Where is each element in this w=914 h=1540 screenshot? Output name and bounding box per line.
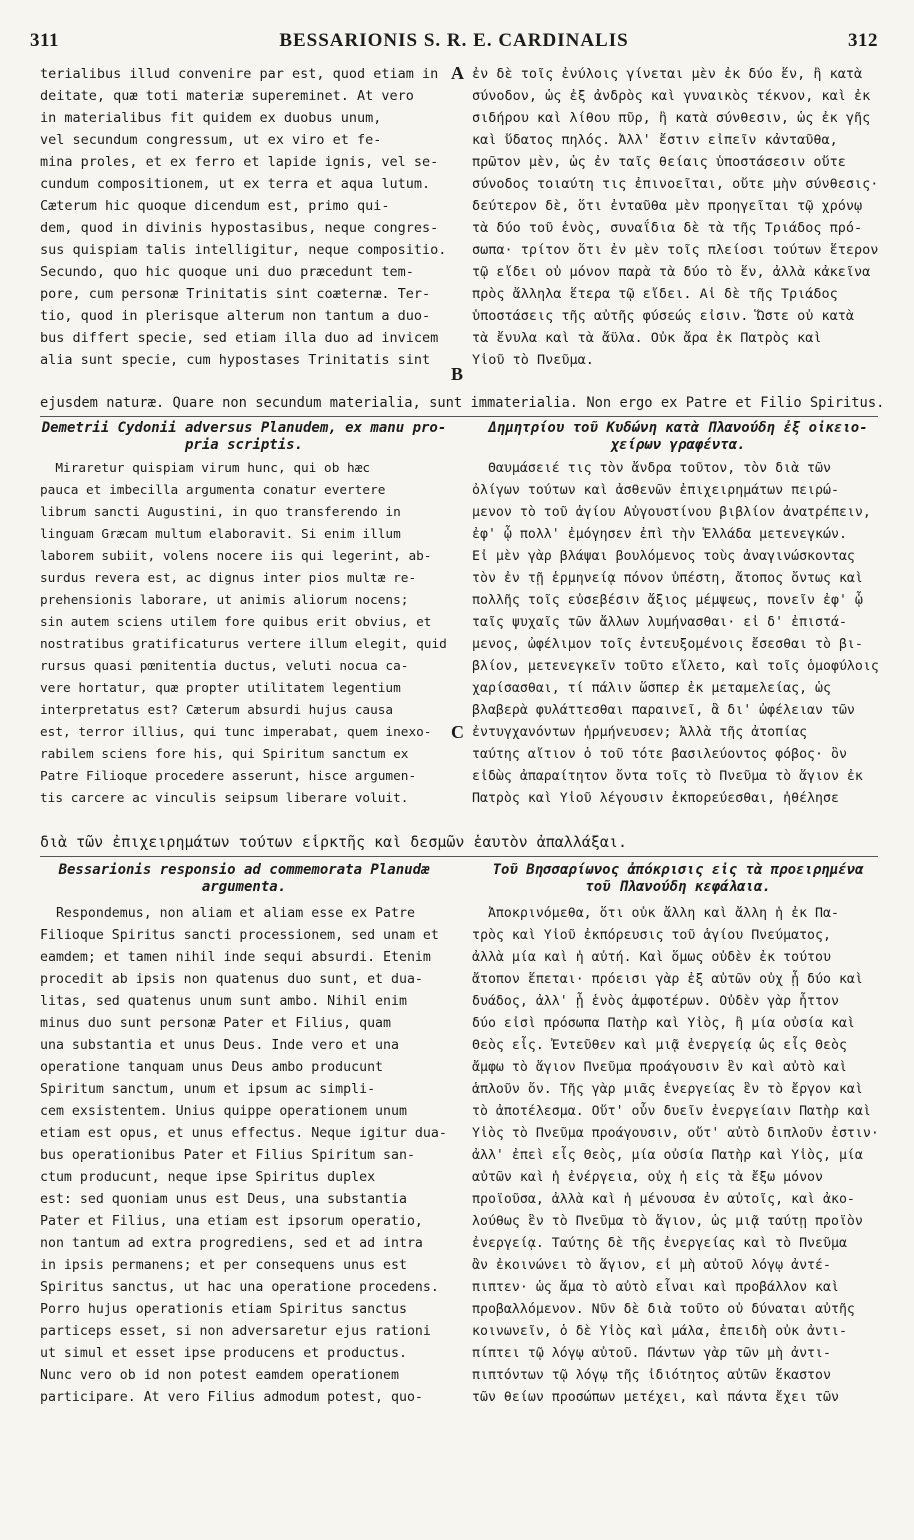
full-width-line-top: ejusdem naturæ. Quare non secundum materialia, sunt immaterialia. Non ergo ex Patre et Filio Spiritus. (40, 395, 885, 411)
latin-column-cydones: Miraretur quispiam virum hunc, qui ob hæc pauca et imbecilla argumenta conatur evertere librum sancti Augustini, in quo transferendo in linguam Græcam multum elaboravit. Si enim illum laborem subiit, volens nocere iis qui legerint, ab- surdus revera est, ac dignus inter pios multæ re- prehensionis laborare, ut animis aliorum nocens; sin autem sciens utilem fore quibus erit obvius, et nostratibus gratificaturus vertere illum elegit, quid rursus quasi pœnitentia ductus, veluti nocua ca- vere hortatur, quæ propter utilitatem legentium interpretatus est? Cæterum absurdi hujus causa est, terror illius, qui tunc imperabat, quem inexo- rabilem sciens fore his, qui Spiritum sanctum ex Patre Filioque procedere asserunt, hisce argumen- tis carcere ac vinculis seipsum liberare voluit. (40, 461, 447, 806)
greek-column-top: ἐν δὲ τοῖς ἐνύλοις γίνεται μὲν ἐκ δύο ἕν, ἢ κατὰ σύνοδον, ὡς ἐξ ἀνδρὸς καὶ γυναικὸς τέκνον, καὶ ἐκ σιδήρου καὶ λίθου πῦρ, ἢ κατὰ σύνθεσιν, ὡς ἐκ γῆς καὶ ὕδατος πηλός. Ἀλλ' ἔστιν εἰπεῖν κἀνταῦθα, πρῶτον μὲν, ὡς ἐν ταῖς θείαις ὑποστάσεσιν οὔτε σύνοδος τοιαύτη τις ἐπινοεῖται, οὔτε μὴν σύνθεσις· δεύτερον δὲ, ὅτι ἐνταῦθα μὲν προηγεῖται τῷ χρόνῳ τὰ δύο τοῦ ἑνὸς, συναΐδια δὲ τὰ τῆς Τριάδος πρό- σωπα· τρίτον ὅτι ἐν μὲν τοῖς πλείοσι τούτων ἕτερον τῷ εἴδει οὐ μόνον παρὰ τὰ δύο τὸ ἕν, ἀλλὰ κἀκεῖνα πρὸς ἄλληλα ἕτερα τῷ εἴδει. Αἱ δὲ τῆς Τριάδος ὑποστάσεις τῆς αὐτῆς φύσεώς εἰσιν. Ὥστε οὐ κατὰ τὰ ἔνυλα καὶ τὰ ἄϋλα. Οὐκ ἄρα ἐκ Πατρὸς καὶ Υἱοῦ τὸ Πνεῦμα. (472, 66, 879, 368)
full-width-line-cydones: διὰ τῶν ἐπιχειρημάτων τούτων εἱρκτῆς καὶ δεσμῶν ἑαυτὸν ἀπαλλάξαι. (40, 833, 627, 851)
margin-letter-b: B (451, 364, 464, 384)
latin-heading-cydones: Demetrii Cydonii adversus Planudem, ex manu pro- pria scriptis. (41, 420, 447, 453)
greek-heading-cydones: Δημητρίου τοῦ Κυδώνη κατὰ Πλανούδη ἐξ οἰκειο- χείρων γραφέντα. (488, 420, 868, 453)
latin-column-bessarion: Respondemus, non aliam et aliam esse ex Patre Filioque Spiritus sancti processionem, sed unam et eamdem; et tamen nihil inde sequi absurdi. Etenim procedit ab ipsis non quatenus duo sunt, et dua- litas, sed quatenus unum sunt ambo. Nihil enim minus duo sunt personæ Pater et Filius, quam una substantia et unus Deus. Inde vero et una operatione tanquam unus Deus ambo producunt Spiritum sanctum, unum et ipsum ac simpli- cem exsistentem. Unius quippe operationem unum etiam est opus, et unus effectus. Neque igitur dua- bus operationibus Pater et Filius Spiritum san- ctum producunt, neque ipse Spiritus duplex est: sed quoniam unus est Deus, una substantia Pater et Filius, una etiam est ipsorum operatio, non tantum ad extra progrediens, sed et ad intra in ipsis permanens; et per consequens unus est Spiritus sanctus, ut hac una operatione procedens. Porro hujus operationis etiam Spiritus sanctus particeps esset, si non adversaretur ejus rationi ut simul et esset ipse producens et productus. Nunc vero ob id non potest eamdem operationem participare. At vero Filius admodum potest, quo- (40, 906, 447, 1405)
page-number-left: 311 (30, 30, 59, 51)
margin-letter-c: C (451, 722, 464, 742)
page-header (30, 30, 878, 58)
margin-letter-a: A (451, 63, 464, 83)
greek-column-bessarion: Ἀποκρινόμεθα, ὅτι οὐκ ἄλλη καὶ ἄλλη ἡ ἐκ Πα- τρὸς καὶ Υἱοῦ ἐκπόρευσις τοῦ ἁγίου Πνεύματος, ἀλλὰ μία καὶ ἡ αὐτή. Καὶ ὅμως οὐδὲν ἐκ τούτου ἄτοπον ἕπεται· πρόεισι γὰρ ἐξ αὐτῶν οὐχ ᾗ δύο καὶ δυάδος, ἀλλ' ᾗ ἑνὸς ἀμφοτέρων. Οὐδὲν γὰρ ἧττον δύο εἰσὶ πρόσωπα Πατὴρ καὶ Υἱὸς, ἢ μία οὐσία καὶ Θεὸς εἷς. Ἐντεῦθεν καὶ μιᾷ ἐνεργείᾳ ὡς εἷς Θεὸς ἄμφω τὸ ἅγιον Πνεῦμα προάγουσιν ἓν καὶ αὐτὸ καὶ ἁπλοῦν ὄν. Τῆς γὰρ μιᾶς ἐνεργείας ἓν τὸ ἔργον καὶ τὸ ἀποτέλεσμα. Οὔτ' οὖν δυεῖν ἐνεργείαιν Πατὴρ καὶ Υἱὸς τὸ Πνεῦμα προάγουσιν, οὔτ' αὐτὸ διπλοῦν ἐστιν· ἀλλ' ἐπεὶ εἷς Θεὸς, μία οὐσία Πατὴρ καὶ Υἱὸς, μία αὐτῶν καὶ ἡ ἐνέργεια, οὐχ ἡ εἰς τὰ ἔξω μόνον προϊοῦσα, ἀλλὰ καὶ ἡ μένουσα ἐν αὐτοῖς, καὶ ἀκο- λούθως ἓν τὸ Πνεῦμα τὸ ἅγιον, ὡς μιᾷ ταύτῃ προϊὸν ἐνεργείᾳ. Ταύτης δὲ τῆς ἐνεργείας καὶ τὸ Πνεῦμα ἂν ἐκοινώνει τὸ ἅγιον, εἰ μὴ αὐτοῦ λόγῳ ἀντέ- πιπτεν· ὡς ἅμα τὸ αὐτὸ εἶναι καὶ προβάλλον καὶ προβαλλόμενον. Νῦν δὲ διὰ τοῦτο οὐ δύναται αὐτῆς κοινωνεῖν, ὁ δὲ Υἱὸς καὶ μάλα, ἐπειδὴ οὐκ ἀντι- πίπτει τῷ λόγῳ αὐτοῦ. Πάντων γὰρ τῶν μὴ ἀντι- πιπτόντων τῷ λόγῳ τῆς ἰδιότητος αὐτῶν ἕκαστον τῶν θείων προσώπων μετέχει, καὶ πάντα ἔχει τῶν (472, 906, 879, 1405)
greek-column-cydones: Θαυμάσειέ τις τὸν ἄνδρα τοῦτον, τὸν διὰ τῶν ὀλίγων τούτων καὶ ἀσθενῶν ἐπιχειρημάτων πειρώ- μενον τὸ τοῦ ἁγίου Αὐγουστίνου βιβλίον ἀνατρέπειν, ἐφ' ᾧ πολλ' ἐμόγησεν ἐπὶ τὴν Ἑλλάδα μετενεγκών. Εἰ μὲν γὰρ βλάψαι βουλόμενος τοὺς ἀναγινώσκοντας τὸν ἐν τῇ ἑρμηνείᾳ πόνον ὑπέστη, ἄτοπος ὄντως καὶ πολλῆς τοῖς εὐσεβέσιν ἄξιος μέμψεως, πονεῖν ἐφ' ᾧ ταῖς ψυχαῖς τῶν ἄλλων λυμήνασθαι· εἰ δ' ἐπιστά- μενος, ὠφέλιμον τοῖς ἐντευξομένοις ἔσεσθαι τὸ βι- βλίον, μετενεγκεῖν τοῦτο εἵλετο, καὶ τοῖς ὁμοφύλοις χαρίσασθαι, τί πάλιν ὥσπερ ἐκ μεταμελείας, ὡς βλαβερὰ φυλάττεσθαι παραινεῖ, ἃ δι' ὠφέλειαν τῶν ἐντυγχανόντων ἡρμήνευσεν; Ἀλλὰ τῆς ἀτοπίας ταύτης αἴτιον ὁ τοῦ τότε βασιλεύοντος φόβος· ὃν εἰδὼς ἀπαραίτητον ὄντα τοῖς τὸ Πνεῦμα τὸ ἅγιον ἐκ Πατρὸς καὶ Υἱοῦ λέγουσιν ἐκπορεύεσθαι, ἠθέλησε (472, 461, 879, 806)
greek-heading-bessarion: Τοῦ Βησσαρίωνος ἀπόκρισις εἰς τὰ προειρημένα τοῦ Πλανούδη κεφάλαια. (492, 862, 864, 895)
section-divider (40, 416, 878, 417)
latin-heading-bessarion: Bessarionis responsio ad commemorata Planudæ argumenta. (58, 862, 430, 895)
section-divider (40, 856, 878, 857)
page-number-right: 312 (848, 30, 878, 51)
latin-column-top: terialibus illud convenire par est, quod etiam in deitate, quæ toti materiæ supereminet. At vero in materialibus fit quidem ex duobus unum, vel secundum congressum, ut ex viro et fe- mina proles, et ex ferro et lapide ignis, vel se- cundum compositionem, ut ex terra et aqua lutum. Cæterum hic quoque dicendum est, primo qui- dem, quod in divinis hypostasibus, neque congres- sus quispiam talis intelligitur, neque compositio. Secundo, quo hic quoque uni duo præcedunt tem- pore, cum personæ Trinitatis sint coæternæ. Ter- tio, quod in plerisque alterum non tantum a duo- bus differt specie, sed etiam illa duo ad invicem alia sunt specie, cum hypostases Trinitatis sint (40, 66, 447, 368)
running-title: BESSARIONIS S. R. E. CARDINALIS (279, 30, 629, 51)
